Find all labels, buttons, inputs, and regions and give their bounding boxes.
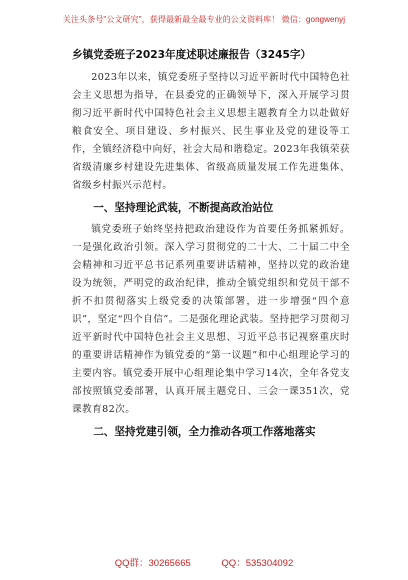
intro-paragraph: 2023年以来，镇党委班子坚持以习近平新时代中国特色社会主义思想为指导，在县委党的正确领导下，深入开展学习贯彻习近平新时代中国特色社会主义思想主题教育全力以赴做好粮食安全、项目建设、乡村振兴、民生事业及党的建设等工作，全镇经济稳中向好，社会大局和谐稳定。2023年我镇荣获省级清廉乡村建设先进集体、省级高质量发展工作先进集体、省级乡村振兴示范村。	[72, 72, 350, 191]
footer-contact	[0, 555, 408, 569]
header-banner: 关注头条号"公文研究"，获得最新最全最专业的公文资料库！ 微信：gongwenyj	[62, 15, 346, 24]
footer-qq-group: QQ群：30265665	[114, 558, 191, 569]
section-2-heading: 二、坚持党建引领，全力推动各项工作落地落实	[93, 426, 316, 438]
document-body	[72, 48, 350, 445]
footer-qq: QQ：535304092	[221, 558, 294, 569]
section-1-paragraph: 镇党委班子始终坚持把政治建设作为首要任务抓紧抓好。一是强化政治引领。深入学习贯彻党的二十大、二十届二中全会精神和习近平总书记系列重要讲话精神，坚持以党的政治建设为统领，严明党的政治纪律，推动全镇党组织和党员干部不折不扣贯彻落实上级党委的决策部署，进一步增强“四个意识”，坚定“四个自信”。二是强化理论武装。坚持把学习贯彻习近平新时代中国特色社会主义思想、习近平总书记视察重庆时的重要讲话精神作为镇党委的“第一议题”和中心组理论学习的主要内容。镇党委开展中心组理论集中学习14次，全年各党支部按照镇党委部署，认真开展主题党日、三会一课351次，党课教育82次。	[72, 224, 350, 415]
section-1-heading: 一、坚持理论武装，不断提高政治站位	[93, 202, 274, 214]
document-title: 乡镇党委班子2023年度述职述廉报告（3245字）	[72, 49, 312, 61]
